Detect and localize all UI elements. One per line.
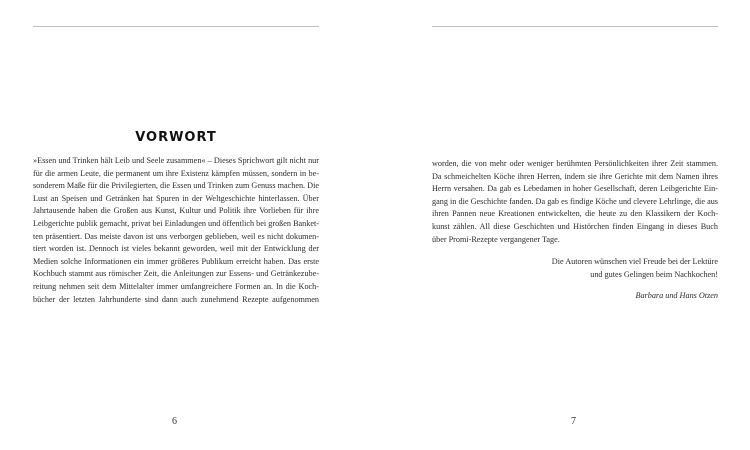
text-line: Lust an Speisen und Getränken hat Spuren in der Weltgeschichte hinterlassen. Über <box>33 193 319 203</box>
right-page <box>375 0 750 450</box>
text-line: »Essen und Trinken hält Leib und Seele zusammen« – Dieses Sprichwort gilt nicht nur <box>33 156 319 165</box>
closing-line: Die Autoren wünschen viel Freude bei der Lektüre <box>551 257 718 266</box>
text-line: Kochbuch stammt aus römischer Zeit, die Anleitungen zur Essens- und Getränkezube- <box>33 269 319 279</box>
body-text <box>33 155 319 306</box>
text-line: sonderem Maße für die Privilegierten, die Essen und Trinken zum Genuss machen. Die <box>33 181 319 191</box>
text-line: Leibgerichte publik gemacht, privat bei Einladungen und öffentlich bei großen Banket- <box>33 218 319 228</box>
text-line: Jahrtausende haben die Großen aus Kunst, Kultur und Politik ihre Vorlieben für ihre <box>33 206 319 216</box>
closing-note <box>432 256 718 281</box>
text-line: ihren Pannen neue Kreationen entwickelten, die heute zu den Klassikern der Koch- <box>432 209 718 219</box>
text-line: Herrn versahen. Da gab es Lebedamen in hoher Gesellschaft, deren Leibgerichte Ein- <box>432 184 718 194</box>
closing-line: und gutes Gelingen beim Nachkochen! <box>590 269 718 279</box>
body-text <box>432 158 718 246</box>
text-line: Medien solche Informationen ein immer größeres Publikum erreicht haben. Das erste <box>33 256 319 266</box>
text-line: tiert worden ist. Dennoch ist vieles bekannt geworden, weil mit der Entwicklung der <box>33 244 319 254</box>
chapter-heading: VORWORT <box>135 130 217 145</box>
page-number: 7 <box>571 416 576 427</box>
text-line: gang in die Geschichte fanden. Da gab es findige Köche und clevere Lehrlinge, die aus <box>432 196 718 206</box>
text-line: über Promi-Rezepte vergangener Tage. <box>432 234 560 244</box>
text-line: für die armen Leute, die permanent um ihre Existenz kämpfen müssen, sondern in be- <box>33 168 319 178</box>
text-line: reitung nehmen seit dem Mittelalter immer umfangreichere Formen an. In die Koch- <box>33 281 319 291</box>
text-line: bücher der letzten Jahrhunderte sind dann auch zunehmend Rezepte aufgenommen <box>33 294 319 304</box>
top-rule <box>432 26 718 27</box>
page-number: 6 <box>172 416 177 427</box>
top-rule <box>33 26 319 27</box>
text-line: ten präsentiert. Das meiste davon ist uns verborgen geblieben, weil es nicht dokumen- <box>33 231 319 241</box>
text-line: Da schmeichelten Köche ihren Herren, indem sie ihre Gerichte mit dem Namen ihres <box>432 171 718 181</box>
text-line: worden, die von mehr oder weniger berühmten Persönlichkeiten ihrer Zeit stammen. <box>432 159 718 168</box>
author-signature: Barbara und Hans Otzen <box>635 291 718 300</box>
text-line: kunst zählen. All diese Geschichten und Histörchen finden Eingang in dieses Buch <box>432 221 718 231</box>
